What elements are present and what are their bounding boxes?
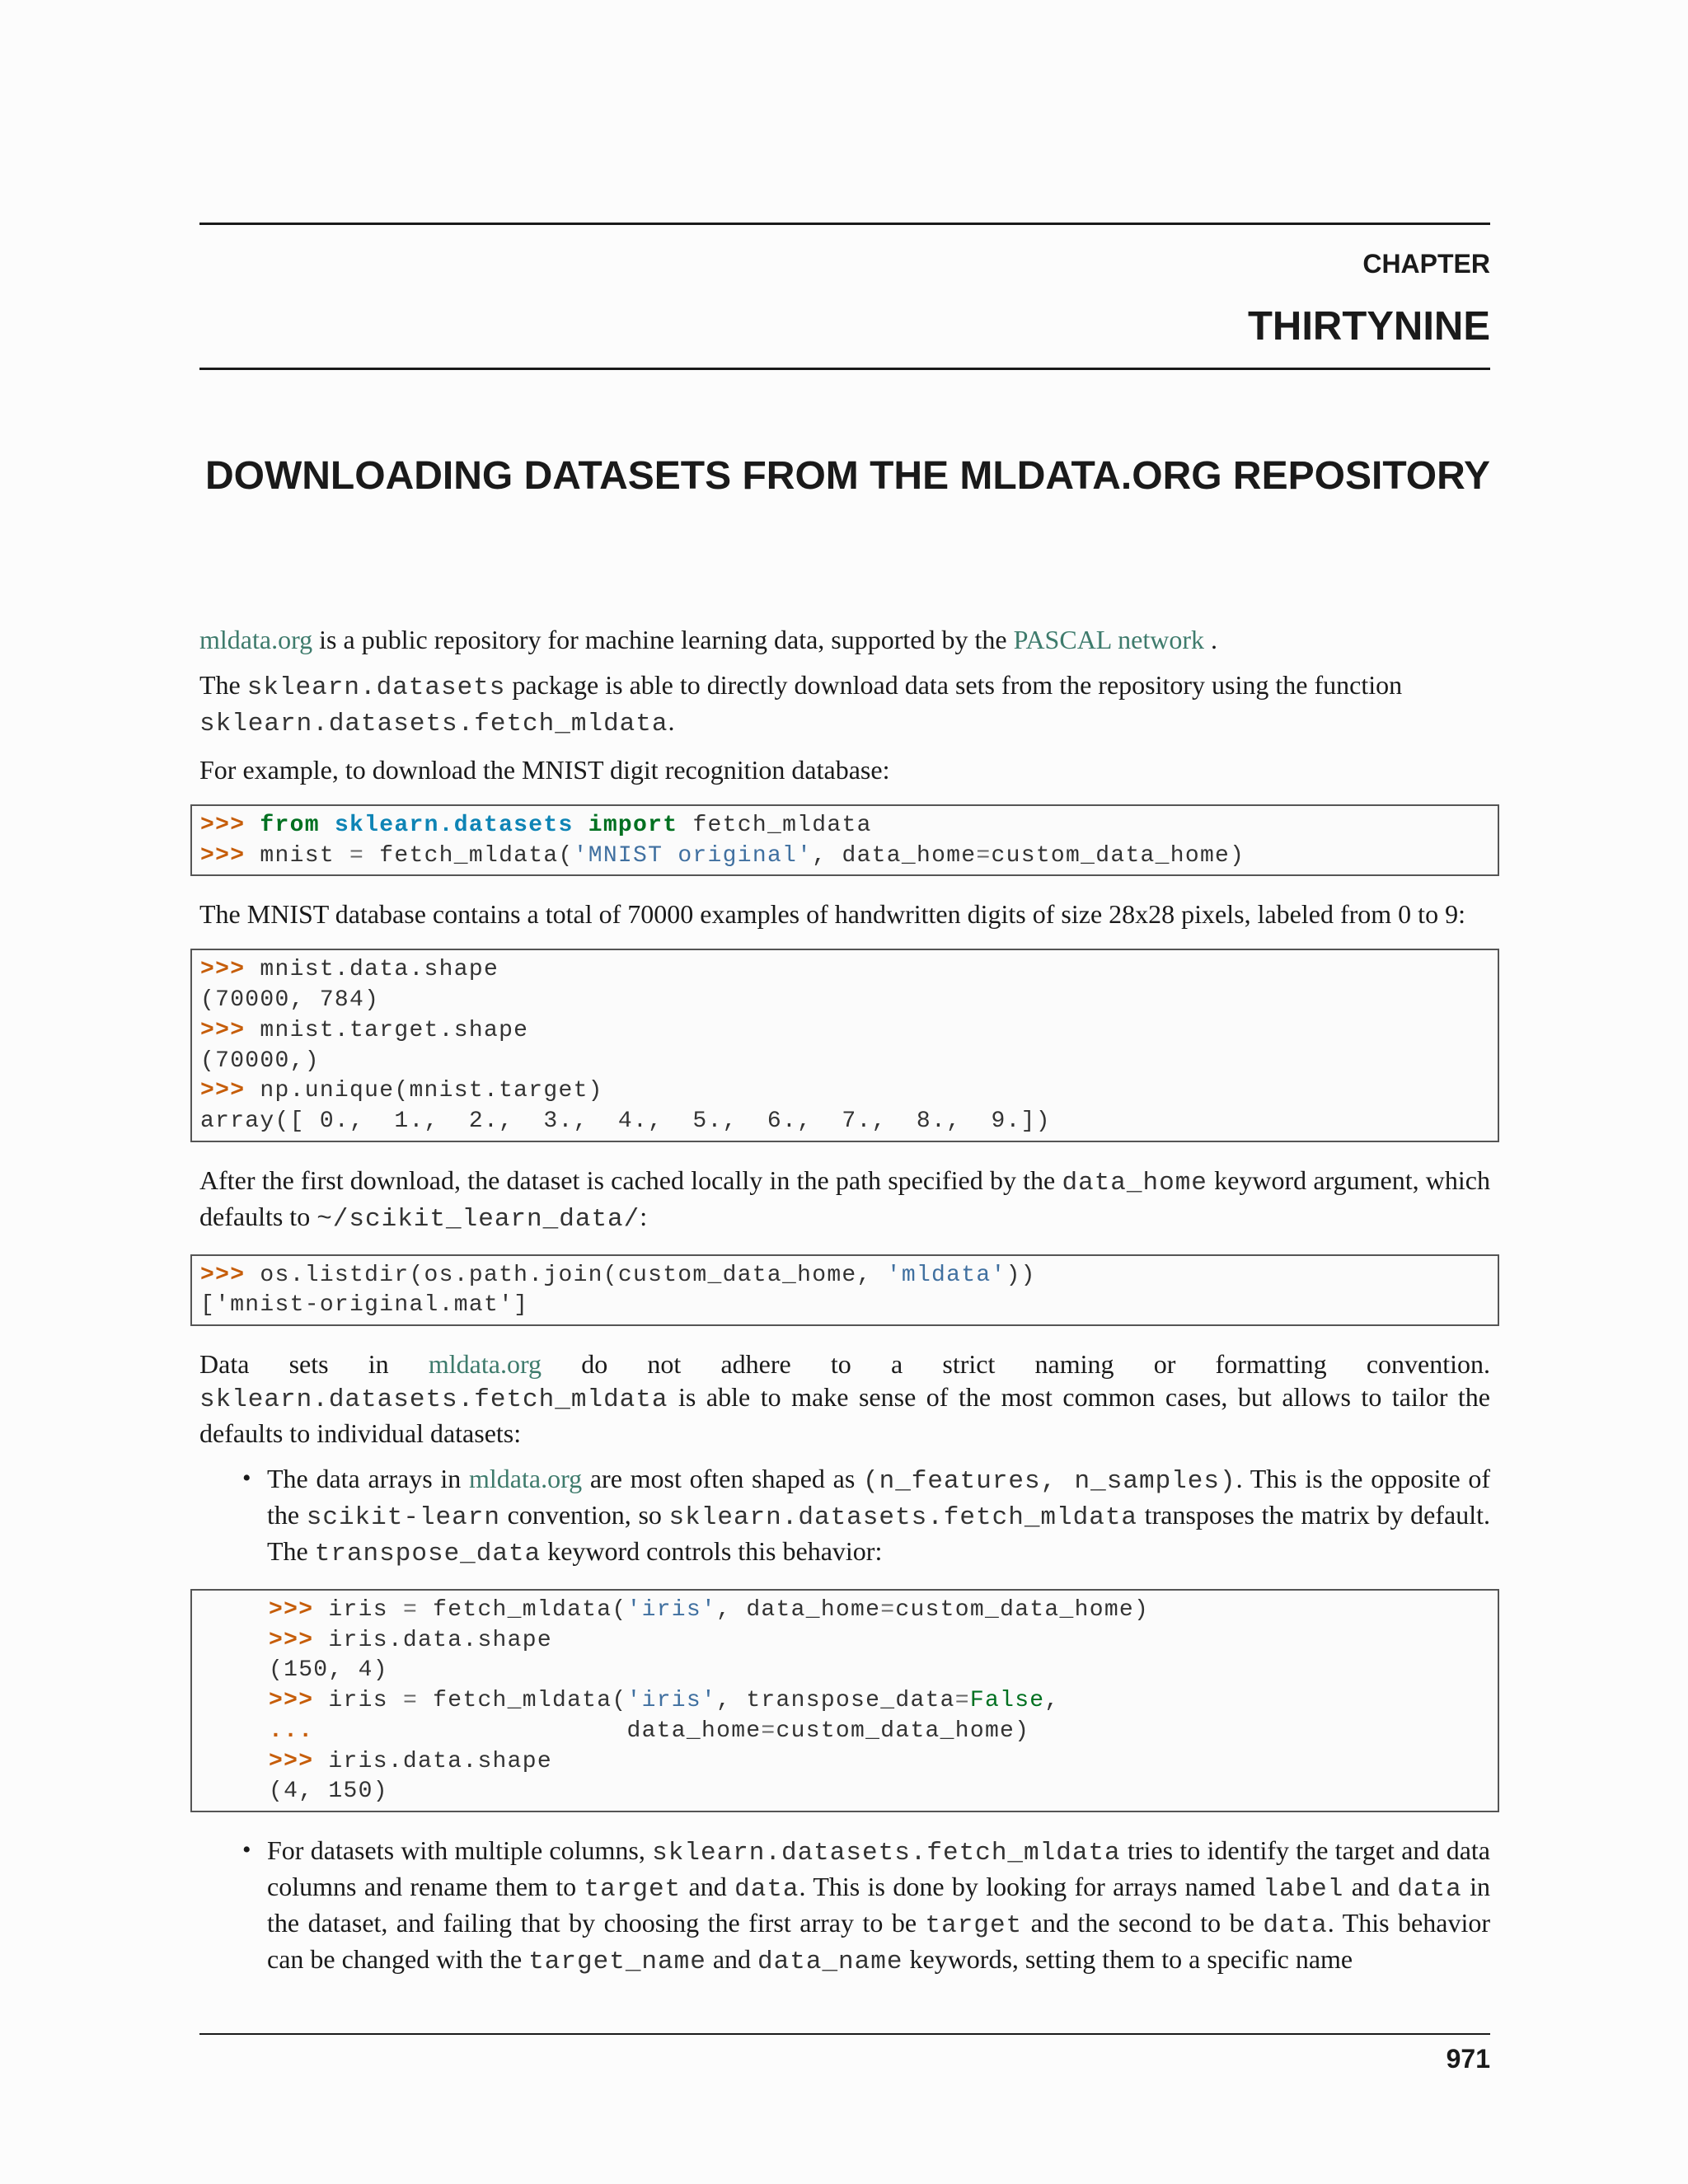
cache-paragraph: [199, 1164, 1490, 1236]
header-top-rule: [199, 223, 1490, 225]
code-text: custom_data_home): [991, 842, 1245, 869]
inline-code: sklearn.datasets.fetch_mldata: [652, 1838, 1121, 1868]
text: are most often shaped as: [582, 1464, 863, 1494]
text: in the dataset, and failing that by choosing the first array to be: [267, 1871, 1490, 1938]
code-text: mnist.data.shape: [260, 957, 499, 983]
code-output: (150, 4): [269, 1657, 388, 1684]
header-bottom-rule: [199, 368, 1490, 370]
text: . This is the opposite of the: [267, 1464, 1491, 1530]
keyword: import: [588, 813, 678, 838]
keyword: from: [260, 813, 320, 838]
code-text: custom_data_home): [776, 1718, 1030, 1744]
code-output: (70000, 784): [200, 987, 380, 1014]
text: convention, so: [499, 1500, 669, 1530]
prompt: >>>: [269, 1627, 329, 1653]
code-text: custom_data_home): [895, 1597, 1150, 1624]
code-output: (70000,): [200, 1047, 320, 1074]
inline-code: sklearn.datasets: [246, 673, 506, 702]
inline-code: target: [584, 1874, 682, 1904]
prompt: >>>: [269, 1597, 329, 1624]
footer-rule: [199, 2033, 1490, 2035]
inline-code: transpose_data: [314, 1540, 542, 1569]
module-name: sklearn.datasets: [334, 813, 574, 838]
text: . This behavior can be changed with the: [267, 1907, 1491, 1974]
inline-code: target_name: [528, 1947, 706, 1976]
code-text: )): [1006, 1262, 1036, 1288]
text: The data arrays in: [267, 1464, 469, 1494]
code-block-iris: [190, 1589, 1499, 1812]
prompt: >>>: [200, 842, 260, 869]
text: and: [1343, 1871, 1398, 1901]
boolean-literal: False: [969, 1688, 1045, 1714]
code-text: iris.data.shape: [328, 1748, 552, 1774]
package-paragraph: [199, 668, 1490, 741]
inline-code: data: [1397, 1874, 1462, 1904]
code-text: fetch_mldata: [678, 813, 872, 838]
prompt: >>>: [200, 1262, 260, 1288]
code-text: iris.data.shape: [328, 1627, 552, 1653]
code-block-listdir: [190, 1254, 1499, 1326]
code-text: mnist: [260, 842, 350, 869]
prompt: >>>: [200, 1017, 260, 1043]
text: and the second to be: [1022, 1907, 1264, 1938]
text: keyword argument, which defaults to: [199, 1165, 1491, 1231]
prompt: >>>: [269, 1748, 329, 1774]
inline-code: ~/scikit_learn_data/: [316, 1204, 640, 1234]
operator: =: [976, 842, 992, 869]
inline-code: target: [925, 1910, 1023, 1940]
intro-paragraph: [199, 623, 1490, 656]
code-text: , data_home: [716, 1597, 881, 1624]
text: After the first download, the dataset is cached locally in the path specified by the: [199, 1165, 1062, 1195]
inline-code: data_name: [757, 1947, 903, 1976]
prompt: >>>: [200, 813, 260, 838]
string-literal: 'iris': [626, 1688, 717, 1714]
code-text: fetch_mldata(: [418, 1688, 627, 1714]
prompt: >>>: [200, 1078, 260, 1104]
code-text: data_home: [313, 1718, 762, 1744]
operator: =: [349, 842, 365, 869]
string-literal: 'MNIST original': [573, 842, 813, 869]
chapter-label: CHAPTER: [1362, 249, 1490, 279]
operator: =: [402, 1688, 419, 1714]
code-text: mnist.target.shape: [260, 1017, 529, 1043]
code-block-mnist-shape: [190, 949, 1499, 1141]
text: transposes the matrix by default. The: [267, 1500, 1491, 1567]
text: :: [640, 1201, 648, 1231]
prompt: >>>: [200, 957, 260, 983]
text: is a public repository for machine learning data, supported by the: [312, 625, 1014, 654]
inline-code: sklearn.datasets.fetch_mldata: [668, 1503, 1138, 1533]
main-content: [199, 623, 1490, 1979]
mldata-link[interactable]: mldata.org: [428, 1349, 542, 1380]
string-literal: 'iris': [626, 1597, 717, 1624]
text: keyword controls this behavior:: [541, 1536, 883, 1567]
text: do not adhere to a strict naming or formatting convention.: [542, 1349, 1491, 1380]
page-number: 971: [1446, 2044, 1490, 2074]
operator: =: [954, 1688, 970, 1714]
bullet-list: [199, 1462, 1490, 1979]
operator: =: [402, 1597, 419, 1624]
code-output: (4, 150): [269, 1779, 388, 1805]
bullet-marker: •: [242, 1465, 251, 1493]
code-text: np.unique(mnist.target): [260, 1078, 603, 1104]
inline-code: sklearn.datasets.fetch_mldata: [199, 710, 668, 738]
inline-code: data: [734, 1874, 799, 1904]
bullet-marker: •: [242, 1835, 251, 1863]
code-text: fetch_mldata(: [418, 1597, 627, 1624]
string-literal: 'mldata': [886, 1262, 1006, 1288]
mldata-link[interactable]: mldata.org: [468, 1464, 583, 1494]
inline-code: sklearn.datasets.fetch_mldata: [199, 1385, 668, 1415]
inline-code: label: [1263, 1874, 1344, 1904]
prompt: ...: [269, 1718, 314, 1744]
text: and: [681, 1871, 735, 1901]
code-text: ,: [1044, 1688, 1060, 1714]
text: keywords, setting them to a specific name: [903, 1943, 1353, 1974]
code-output: ['mnist-original.mat']: [200, 1292, 529, 1319]
conventions-paragraph: [199, 1347, 1490, 1450]
text: For datasets with multiple columns,: [267, 1835, 653, 1865]
text: and: [706, 1943, 758, 1974]
list-item: [199, 1834, 1490, 1979]
code-output: array([ 0., 1., 2., 3., 4., 5., 6., 7., 8., 9.]): [200, 1108, 1051, 1134]
inline-code: scikit-learn: [306, 1503, 500, 1533]
inline-code: data_home: [1062, 1168, 1207, 1197]
inline-code: (n_features, n_samples): [863, 1467, 1236, 1497]
list-item: [199, 1462, 1490, 1812]
code-block-fetch-mnist: [190, 804, 1499, 876]
text: tries to identify the target and data columns and rename them to: [267, 1835, 1491, 1901]
example-paragraph: For example, to download the MNIST digit recognition database:: [199, 755, 890, 785]
operator: =: [761, 1718, 776, 1744]
operator: =: [880, 1597, 896, 1624]
text: .: [668, 706, 675, 736]
text: Data sets in: [199, 1349, 429, 1380]
chapter-number: THIRTYNINE: [1248, 304, 1490, 349]
text: The: [199, 670, 247, 700]
text: is able to make sense of the most common cases, but allows to tailor the defaults to individual datasets:: [199, 1382, 1490, 1449]
code-text: , data_home: [812, 842, 977, 869]
code-text: fetch_mldata(: [364, 842, 574, 869]
mnist-description-paragraph: The MNIST database contains a total of 70000 examples of handwritten digits of size 28x28 pixels, labeled from 0 to 9:: [199, 899, 1465, 930]
inline-code: data: [1263, 1910, 1328, 1940]
code-text: iris: [328, 1688, 403, 1714]
code-text: os.listdir(os.path.join(custom_data_home,: [260, 1262, 887, 1288]
text: package is able to directly download data sets from the repository using the function: [505, 670, 1403, 700]
code-text: , transpose_data: [716, 1688, 955, 1714]
text: .: [1204, 625, 1218, 654]
text: . This is done by looking for arrays named: [799, 1871, 1264, 1901]
code-text: iris: [328, 1597, 403, 1624]
pascal-network-link[interactable]: PASCAL network: [1013, 625, 1205, 654]
prompt: >>>: [269, 1688, 329, 1714]
page-title: DOWNLOADING DATASETS FROM THE MLDATA.ORG REPOSITORY: [204, 454, 1490, 498]
mldata-link[interactable]: mldata.org: [199, 625, 313, 654]
